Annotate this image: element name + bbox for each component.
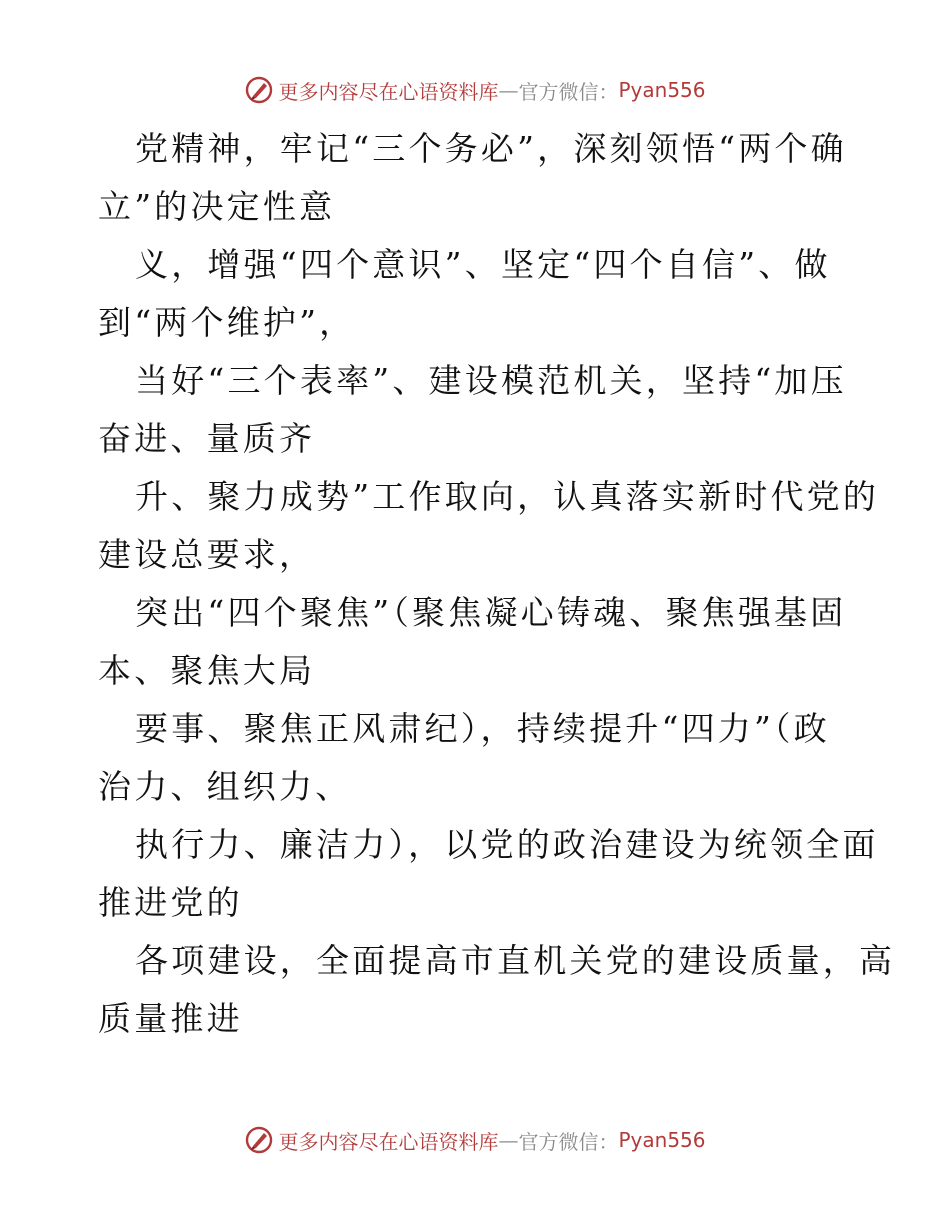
paragraph-line: 本、聚焦大局 [98, 651, 316, 690]
paragraph-line: 执行力、廉洁力），以党的政治建设为统领全面 [135, 825, 879, 864]
paragraph-line: 建设总要求， [98, 535, 316, 574]
paragraph [98, 700, 858, 816]
paragraph-line: 突出“四个聚焦”（聚焦凝心铸魂、聚焦强基固 [135, 593, 847, 632]
paragraph-line: 要事、聚焦正风肃纪），持续提升“四力”（政 [135, 709, 830, 748]
paragraph-line: 立”的决定性意 [98, 187, 336, 226]
paragraph [98, 468, 880, 584]
paragraph-line: 奋进、量质齐 [98, 419, 316, 458]
paragraph [98, 352, 858, 468]
paragraph [98, 816, 879, 932]
watermark-separator: — [498, 78, 519, 102]
paragraph-line: 升、聚力成势”工作取向，认真落实新时代党的 [135, 477, 880, 516]
paragraph [98, 932, 896, 1048]
paragraph [98, 236, 858, 352]
paragraph-line: 党精神，牢记“三个务必”，深刻领悟“两个确 [135, 129, 847, 168]
watermark-separator: — [498, 1128, 519, 1152]
footer-watermark [0, 1120, 950, 1160]
document-body [98, 120, 896, 1048]
paragraph-line: 各项建设，全面提高市直机关党的建设质量，高 [135, 941, 896, 980]
paragraph-line: 治力、组织力、 [98, 767, 352, 806]
header-watermark [0, 70, 950, 110]
paragraph-line: 质量推进 [98, 999, 243, 1038]
paragraph-line: 到“两个维护”， [98, 303, 356, 342]
paragraph-line: 推进党的 [98, 883, 243, 922]
watermark-wechat-label: 官方微信： [518, 79, 619, 104]
watermark-wechat-id: Pyan556 [618, 1128, 706, 1152]
paragraph [98, 120, 858, 236]
watermark-wechat-id: Pyan556 [618, 78, 706, 102]
watermark-wechat-label: 官方微信： [518, 1129, 619, 1154]
paragraph-line: 义，增强“四个意识”、坚定“四个自信”、做 [135, 245, 831, 284]
paragraph [98, 584, 858, 700]
watermark-main-text: 更多内容尽在心语资料库 [278, 1129, 499, 1154]
pen-circle-logo-icon [244, 75, 274, 105]
paragraph-line: 当好“三个表率”、建设模范机关，坚持“加压 [135, 361, 847, 400]
pen-circle-logo-icon [244, 1125, 274, 1155]
watermark-main-text: 更多内容尽在心语资料库 [278, 79, 499, 104]
